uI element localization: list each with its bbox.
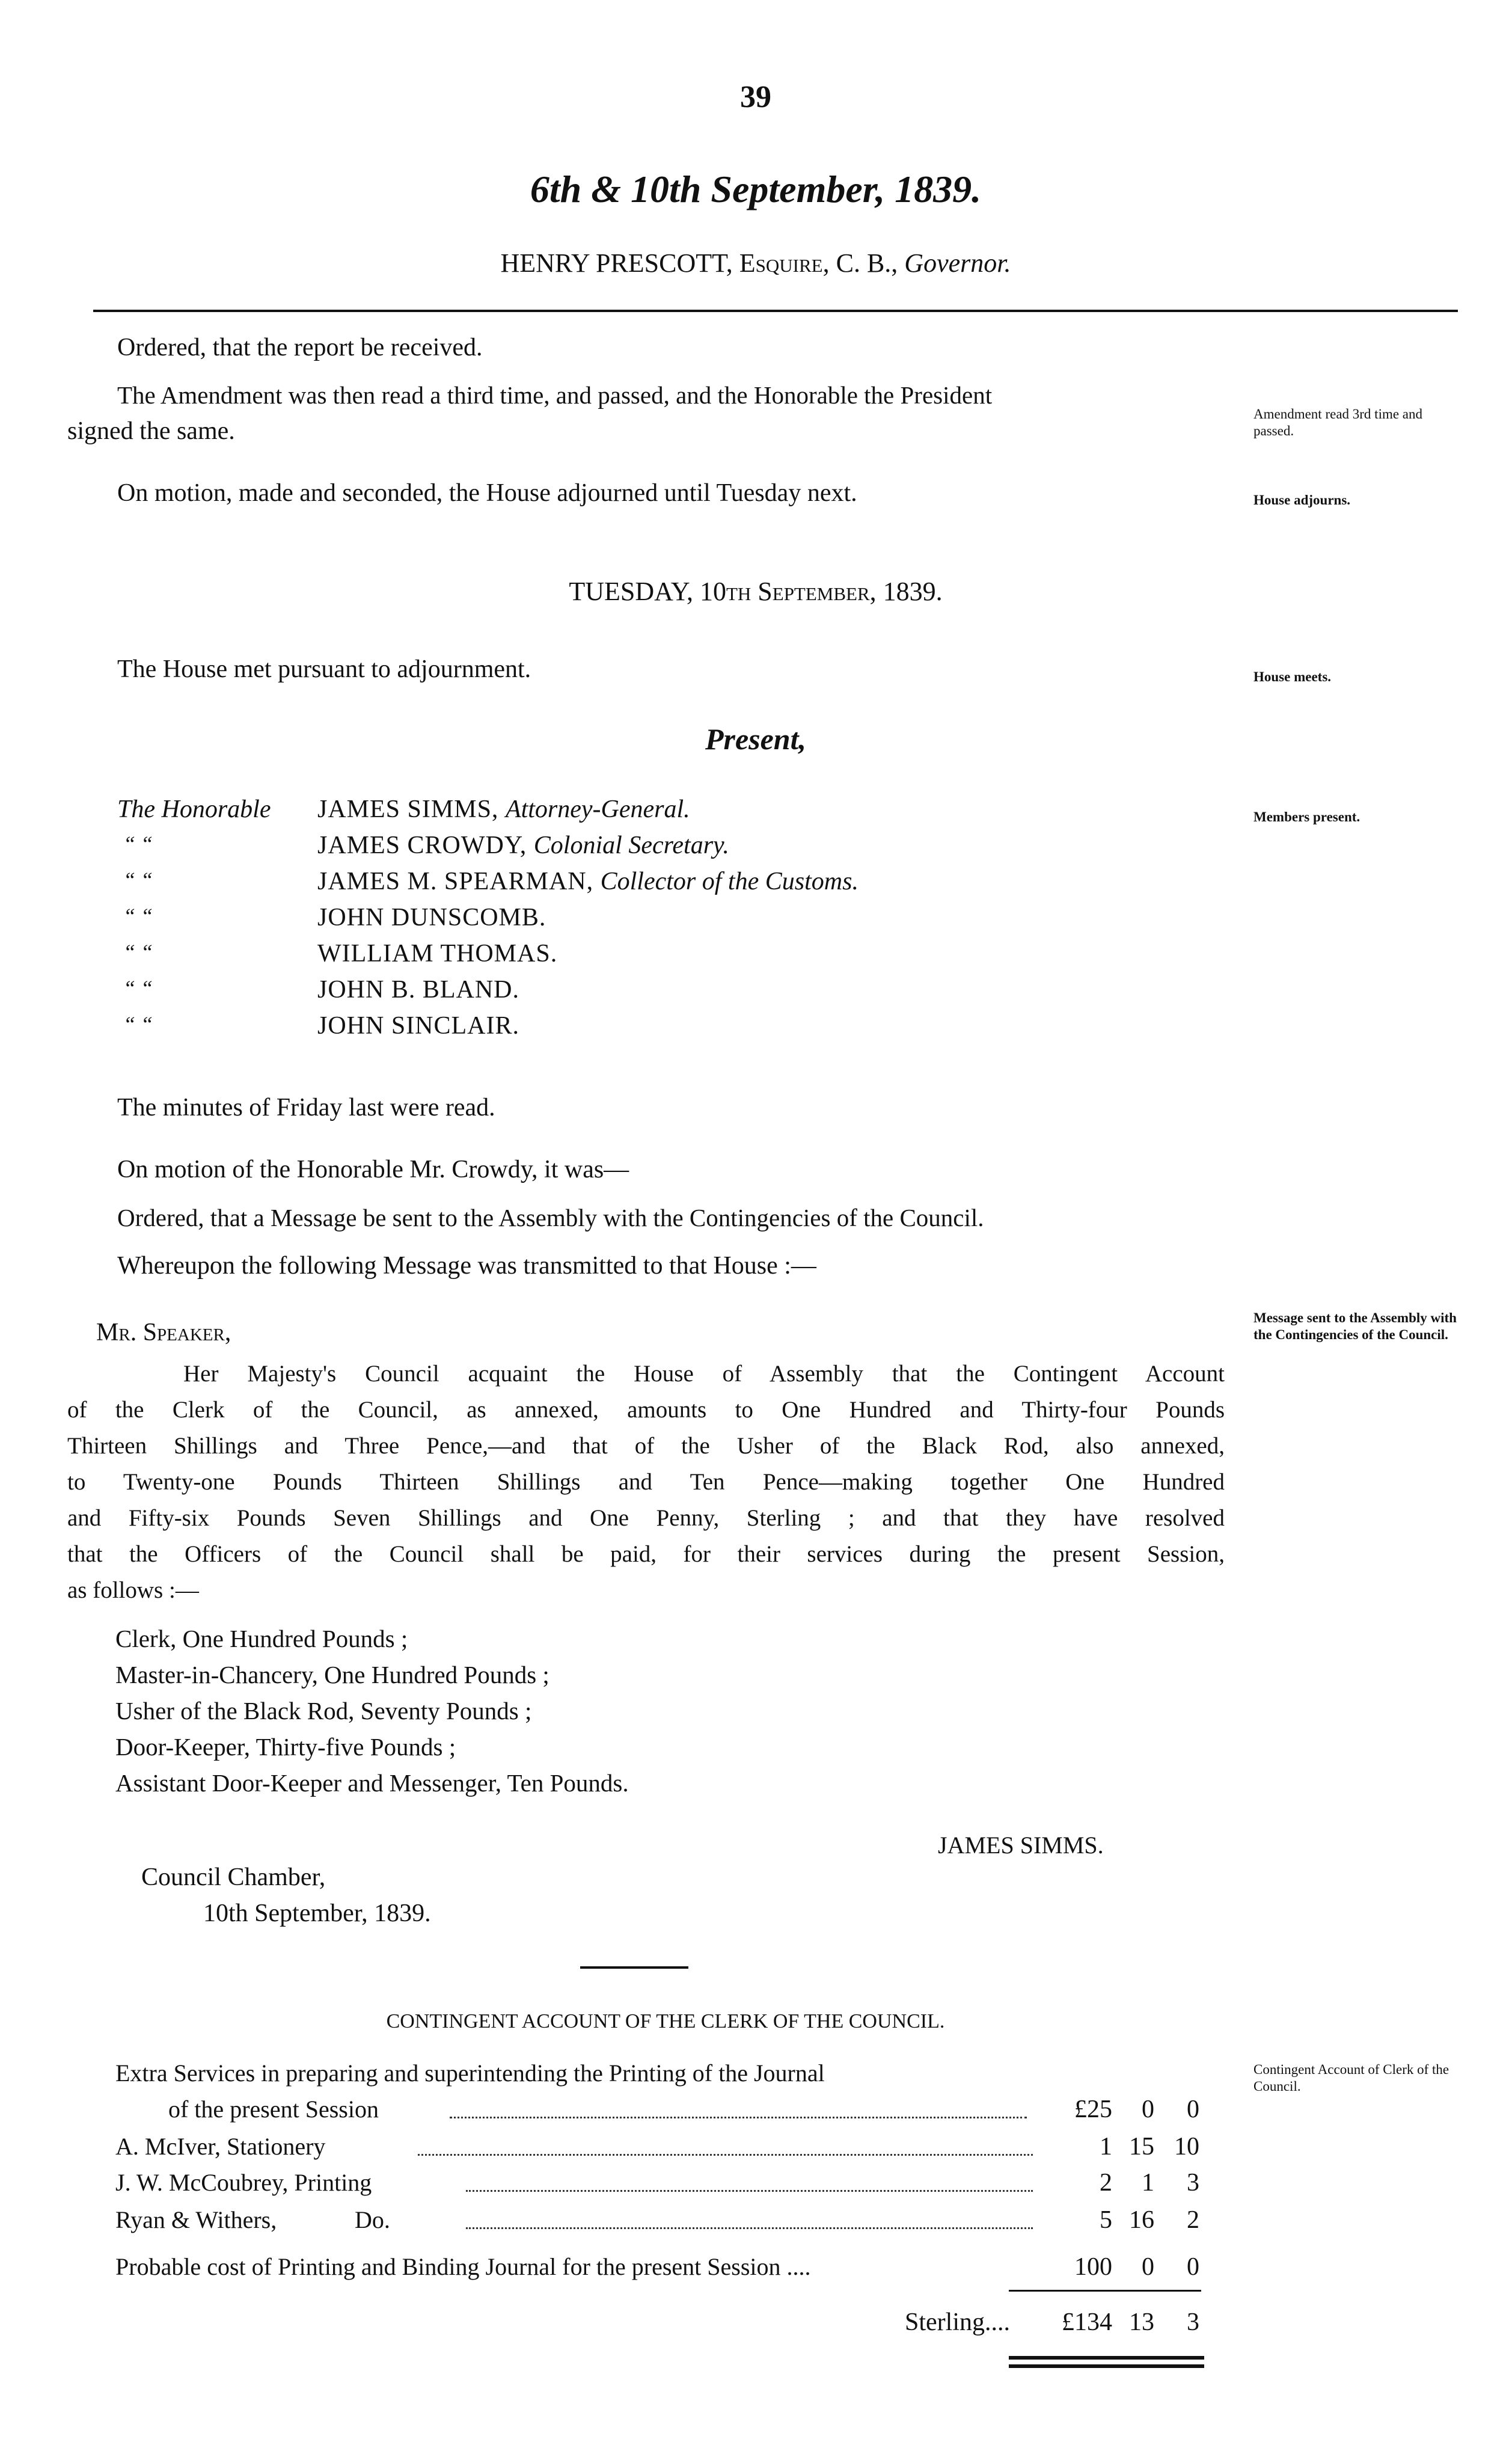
- margin-note-contingent: Contingent Account of Clerk of the Council.: [1253, 2062, 1449, 2094]
- officer-line: Master-in-Chancery, One Hundred Pounds ;: [115, 1661, 549, 1689]
- message-signature: JAMES SIMMS.: [938, 1832, 1104, 1859]
- total-rule-double-2: [1009, 2364, 1204, 2368]
- message-place: Council Chamber,: [141, 1863, 326, 1891]
- total-pounds: £134: [1062, 2308, 1112, 2336]
- amount-pence: 0: [1187, 2096, 1199, 2123]
- amount-shillings: 16: [1129, 2206, 1154, 2234]
- member-name: WILLIAM THOMAS.: [317, 940, 558, 968]
- header-rule: [93, 310, 1458, 312]
- dot-leader: [418, 2154, 1033, 2156]
- member-name: JAMES SIMMS,: [317, 796, 506, 823]
- margin-note-members: Members present.: [1253, 809, 1360, 824]
- message-line: to Twenty-one Pounds Thirteen Shillings and Ten Pence—making together One Hundred: [67, 1469, 1225, 1495]
- margin-note-meets: House meets.: [1253, 669, 1332, 684]
- present-heading: Present,: [705, 722, 807, 756]
- ditto-marks: “ “: [123, 868, 153, 892]
- account-heading: CONTINGENT ACCOUNT OF THE CLERK OF THE COUNCIL.: [386, 2010, 945, 2032]
- ditto-marks: “ “: [123, 832, 153, 856]
- message-salutation: Mr. Speaker,: [96, 1319, 231, 1346]
- total-rule-top: [1009, 2290, 1201, 2292]
- motion-crowdy: On motion of the Honorable Mr. Crowdy, it was—: [117, 1156, 629, 1183]
- page-number: 39: [740, 80, 771, 114]
- amount-pence: 3: [1187, 2169, 1199, 2197]
- dot-leader: [466, 2190, 1033, 2192]
- ditto-marks: “ “: [123, 940, 153, 964]
- officer-line: Assistant Door-Keeper and Messenger, Ten Pounds.: [115, 1769, 629, 1797]
- amount-pounds: 5: [1100, 2206, 1112, 2234]
- officer-line: Usher of the Black Rod, Seventy Pounds ;: [115, 1697, 532, 1725]
- ditto-marks: “ “: [123, 976, 153, 1000]
- amount-pence: 10: [1174, 2133, 1199, 2161]
- member-name: JOHN B. BLAND.: [317, 976, 520, 1004]
- officer-line: Door-Keeper, Thirty-five Pounds ;: [115, 1733, 456, 1761]
- member-entry: [317, 795, 690, 824]
- total-pence: 3: [1187, 2308, 1199, 2336]
- member-entry: [317, 1011, 519, 1040]
- amount-pounds: £25: [1074, 2096, 1112, 2123]
- governor-name: HENRY PRESCOTT,: [500, 248, 733, 278]
- member-office: Colonial Secretary.: [533, 832, 729, 859]
- member-name: JAMES CROWDY,: [317, 832, 534, 859]
- account-item-text: Extra Services in preparing and superintending the Printing of the Journal: [115, 2060, 825, 2087]
- honorific-label: The Honorable: [117, 796, 271, 823]
- ordered-message: Ordered, that a Message be sent to the Assembly with the Contingencies of the Council.: [117, 1204, 984, 1232]
- member-entry: [317, 903, 546, 932]
- section-divider: [580, 1966, 688, 1969]
- account-item-text: Ryan & Withers,: [115, 2206, 277, 2233]
- house-met: The House met pursuant to adjournment.: [117, 655, 531, 683]
- minutes-read: The minutes of Friday last were read.: [117, 1094, 495, 1121]
- para-adjourned: On motion, made and seconded, the House adjourned until Tuesday next.: [117, 479, 857, 507]
- member-office: Attorney-General.: [505, 796, 690, 823]
- para-amendment-line1: The Amendment was then read a third time, and passed, and the Honorable the President: [117, 381, 993, 409]
- member-entry: [317, 939, 557, 968]
- dot-leader: [450, 2117, 1027, 2118]
- officer-line: Clerk, One Hundred Pounds ;: [115, 1625, 408, 1652]
- amount-pence: 0: [1187, 2253, 1199, 2281]
- member-name: JOHN SINCLAIR.: [317, 1012, 520, 1040]
- account-item-text: of the present Session: [168, 2096, 379, 2123]
- governor-line: [335, 248, 1177, 278]
- amount-pence: 2: [1187, 2206, 1199, 2234]
- total-rule-double-1: [1009, 2356, 1204, 2360]
- account-item-text: Probable cost of Printing and Binding Journal for the present Session ....: [115, 2253, 811, 2280]
- message-line: Thirteen Shillings and Three Pence,—and that of the Usher of the Black Rod, also annexed,: [67, 1433, 1225, 1459]
- amount-pounds: 1: [1100, 2133, 1112, 2161]
- member-entry: [317, 867, 859, 896]
- account-item-text: A. McIver, Stationery: [115, 2133, 326, 2160]
- ditto-marks: “ “: [123, 1012, 153, 1036]
- ditto-marks: “ “: [123, 904, 153, 928]
- message-line: and Fifty-six Pounds Seven Shillings and One Penny, Sterling ; and that they have resolved: [67, 1505, 1225, 1531]
- member-name: JOHN DUNSCOMB.: [317, 904, 546, 931]
- para-report-received: Ordered, that the report be received.: [117, 334, 483, 361]
- amount-shillings: 15: [1129, 2133, 1154, 2161]
- message-line: of the Clerk of the Council, as annexed, amounts to One Hundred and Thirty-four Pounds: [67, 1397, 1225, 1423]
- margin-note-amendment: Amendment read 3rd time and passed.: [1253, 406, 1423, 438]
- amount-pounds: 2: [1100, 2169, 1112, 2197]
- message-line: that the Officers of the Council shall be paid, for their services during the present Session,: [67, 1541, 1225, 1567]
- amount-pounds: 100: [1074, 2253, 1112, 2281]
- date-title: 6th & 10th September, 1839.: [530, 168, 982, 210]
- account-item-text: J. W. McCoubrey, Printing: [115, 2169, 372, 2196]
- member-entry: [317, 975, 519, 1004]
- margin-note-message: Message sent to the Assembly with the Contingencies of the Council.: [1253, 1310, 1457, 1342]
- total-shillings: 13: [1129, 2308, 1154, 2336]
- member-office: Collector of the Customs.: [600, 868, 859, 895]
- governor-rank: Esquire, C. B.,: [739, 248, 898, 278]
- total-label: Sterling....: [905, 2308, 1010, 2336]
- account-item-ditto: Do.: [355, 2206, 390, 2233]
- para-amendment-line2: signed the same.: [67, 417, 235, 445]
- margin-note-adjourns: House adjourns.: [1253, 492, 1351, 508]
- session-heading: TUESDAY, 10th September, 1839.: [569, 577, 943, 606]
- message-line: Her Majesty's Council acquaint the House of Assembly that the Contingent Account: [183, 1361, 1225, 1387]
- amount-shillings: 0: [1142, 2253, 1154, 2281]
- whereupon: Whereupon the following Message was transmitted to that House :—: [117, 1252, 816, 1280]
- member-entry: [317, 831, 729, 860]
- member-name: JAMES M. SPEARMAN,: [317, 868, 601, 895]
- amount-shillings: 0: [1142, 2096, 1154, 2123]
- dot-leader: [466, 2227, 1033, 2229]
- amount-shillings: 1: [1142, 2169, 1154, 2197]
- governor-title: Governor.: [904, 248, 1011, 278]
- message-date: 10th September, 1839.: [203, 1900, 431, 1927]
- message-line: as follows :—: [67, 1577, 199, 1603]
